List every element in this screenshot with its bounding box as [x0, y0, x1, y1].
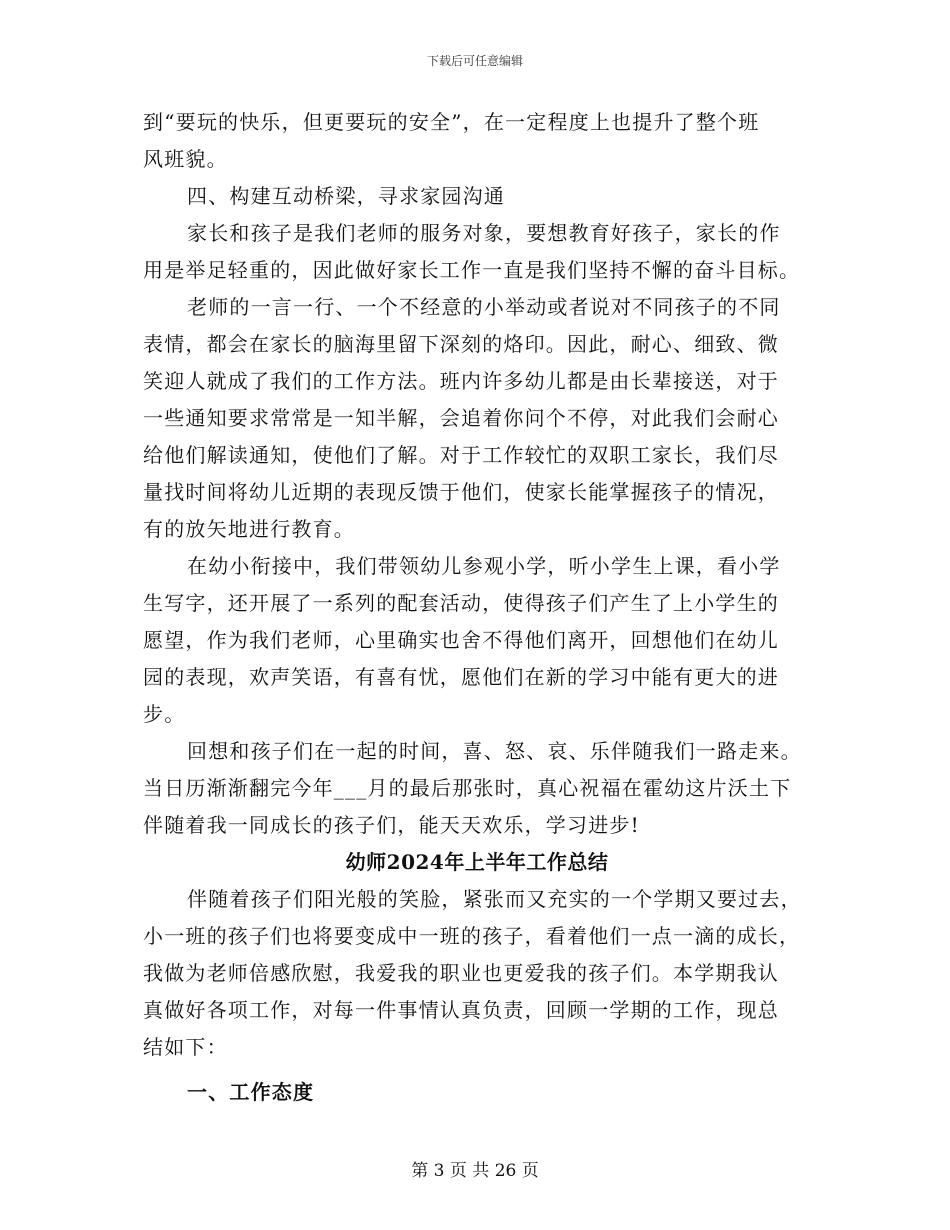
body-line: 步。: [143, 702, 186, 726]
section-heading-1: 一、工作态度: [187, 1080, 315, 1104]
section-heading-4: 四、构建互动桥梁，寻求家园沟通: [187, 184, 505, 208]
body-line: 有的放矢地进行教育。: [143, 517, 355, 541]
body-line: 表情，都会在家长的脑海里留下深刻的烙印。因此，耐心、细致、微: [143, 332, 779, 356]
body-line: 给他们解读通知，使他们了解。对于工作较忙的双职工家长，我们尽: [143, 443, 779, 467]
body-line: 回想和孩子们在一起的时间，喜、怒、哀、乐伴随我们一路走来。: [187, 739, 802, 763]
body-line: 小一班的孩子们也将要变成中一班的孩子，看着他们一点一滴的成长，: [143, 924, 801, 948]
body-line: 当日历渐渐翻完今年___月的最后那张时，真心祝福在霍幼这片沃土下: [143, 776, 792, 800]
body-line: 园的表现，欢声笑语，有喜有忧，愿他们在新的学习中能有更大的进: [143, 665, 779, 689]
document-body: [143, 104, 811, 1111]
page-number-footer: 第 3 页 共 26 页: [411, 1161, 539, 1181]
body-line: 风班貌。: [143, 147, 228, 171]
body-line: 伴随着孩子们阳光般的笑脸，紧张而又充实的一个学期又要过去，: [187, 887, 802, 911]
body-line: 笑迎人就成了我们的工作方法。班内许多幼儿都是由长辈接送，对于: [143, 369, 779, 393]
body-line: 我做为老师倍感欣慰，我爱我的职业也更爱我的孩子们。本学期我认: [143, 961, 779, 985]
body-line: 到“要玩的快乐，但更要玩的安全”，在一定程度上也提升了整个班: [143, 110, 760, 134]
document-title: 幼师2024年上半年工作总结: [345, 850, 609, 874]
body-line: 真做好各项工作，对每一件事情认真负责，回顾一学期的工作，现总: [143, 998, 779, 1022]
body-line: 结如下：: [143, 1035, 228, 1059]
body-line: 愿望，作为我们老师，心里确实也舍不得他们离开，回想他们在幼儿: [143, 628, 779, 652]
body-line: 量找时间将幼儿近期的表现反馈于他们，使家长能掌握孩子的情况，: [143, 480, 779, 504]
body-line: 用是举足轻重的，因此做好家长工作一直是我们坚持不懈的奋斗目标。: [143, 258, 801, 282]
body-line: 伴随着我一同成长的孩子们，能天天欢乐，学习进步!: [143, 813, 640, 837]
body-line: 一些通知要求常常是一知半解，会追着你问个不停，对此我们会耐心: [143, 406, 779, 430]
body-line: 老师的一言一行、一个不经意的小举动或者说对不同孩子的不同: [187, 295, 781, 319]
page-header-note: 下载后可任意编辑: [426, 54, 523, 68]
body-line: 在幼小衔接中，我们带领幼儿参观小学，听小学生上课，看小学: [187, 554, 781, 578]
body-line: 家长和孩子是我们老师的服务对象，要想教育好孩子，家长的作: [187, 221, 781, 245]
body-line: 生写字，还开展了一系列的配套活动，使得孩子们产生了上小学生的: [143, 591, 779, 615]
